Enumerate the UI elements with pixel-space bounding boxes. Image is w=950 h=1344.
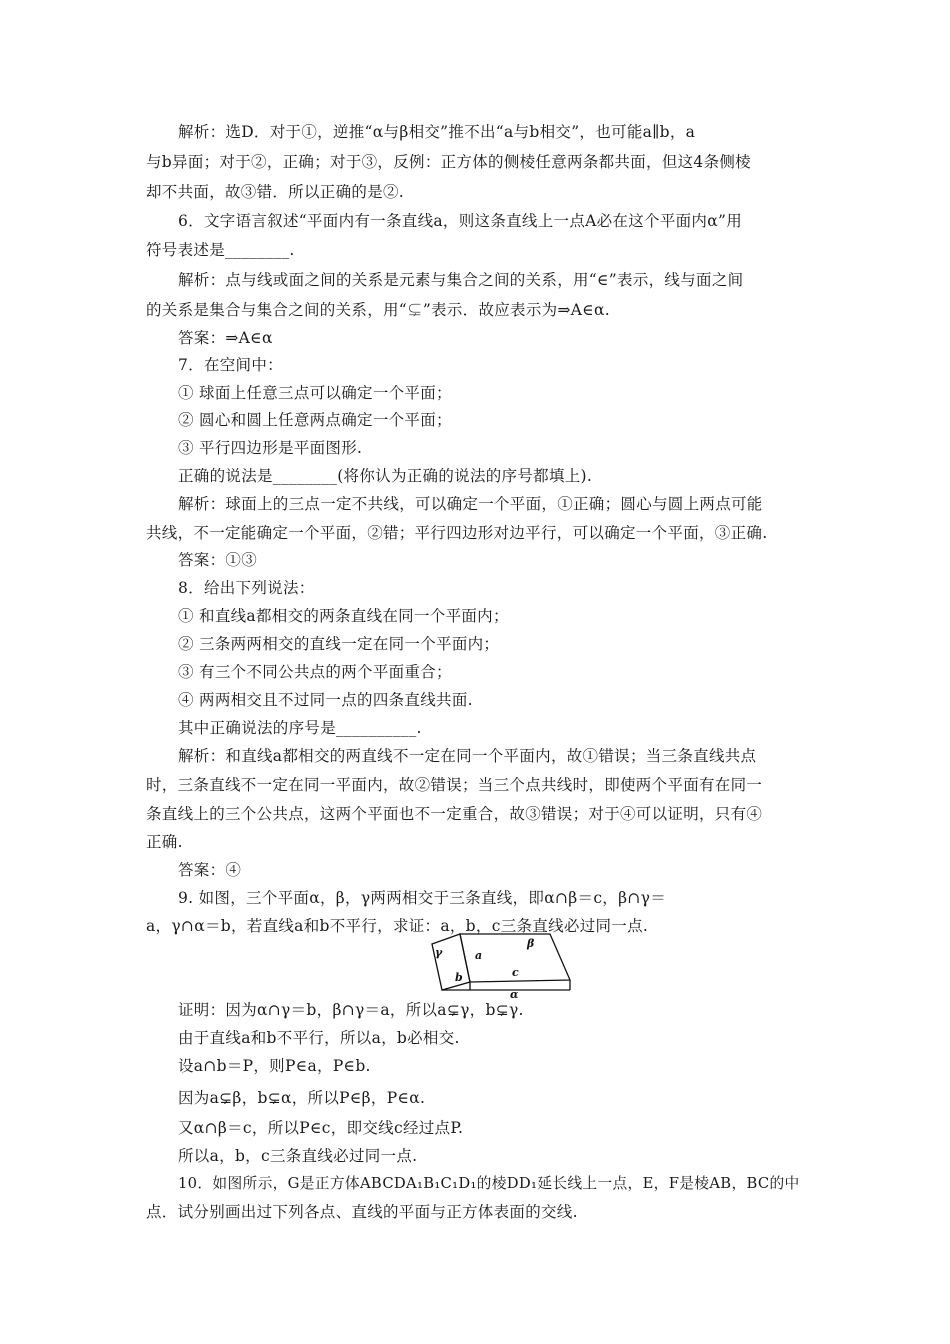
proof-line: 证明：因为α∩γ＝b，β∩γ＝a，所以a⊊γ，b⊊γ. <box>178 1001 524 1019</box>
text-line: 正确. <box>146 833 183 851</box>
list-item: ② 三条两两相交的直线一定在同一个平面内； <box>178 635 500 653</box>
proof-line: 因为a⊊β，b⊊α，所以P∈β，P∈α. <box>178 1089 426 1107</box>
question-8-line: 8．给出下列说法： <box>178 579 315 597</box>
text-line: 时，三条直线不一定在同一平面内，故②错误；当三个点共线时，即使两个平面有在同一 <box>146 776 763 794</box>
text-line: 条直线上的三个公共点，这两个平面也不一定重合，故③错误；对于④可以证明，只有④ <box>146 805 763 823</box>
list-item: ③ 有三个不同公共点的两个平面重合； <box>178 663 452 681</box>
text-line: 解析：球面上的三点一定不共线，可以确定一个平面，①正确；圆心与圆上两点可能 <box>178 495 763 513</box>
label-beta: β <box>527 937 535 950</box>
answer-line: 答案：④ <box>178 861 242 879</box>
text-line: 与b异面；对于②，正确；对于③，反例：正方体的侧棱任意两条都共面，但这4条侧棱 <box>146 153 751 171</box>
label-c: c <box>512 966 519 979</box>
text-line: 却不共面，故③错．所以正确的是②. <box>146 183 405 201</box>
text-line: 解析：选D．对于①，逆推“α与β相交”推不出“a与b相交”，也可能a∥b，a <box>178 123 696 141</box>
proof-line: 由于直线a和b不平行，所以a，b必相交. <box>178 1029 460 1047</box>
text-line: 正确的说法是________(将你认为正确的说法的序号都填上). <box>178 467 593 485</box>
list-item: ① 球面上任意三点可以确定一个平面； <box>178 384 452 402</box>
question-7-line: 7．在空间中： <box>178 356 283 374</box>
list-item: ② 圆心和圆上任意两点确定一个平面； <box>178 411 452 429</box>
label-alpha: α <box>510 988 519 1000</box>
answer-line: 答案：①③ <box>178 551 258 569</box>
list-item: ① 和直线a都相交的两条直线在同一个平面内； <box>178 607 509 625</box>
text-line: 的关系是集合与集合之间的关系，用“⊊”表示．故应表示为⇒A∈α. <box>146 301 610 319</box>
list-item: ③ 平行四边形是平面图形. <box>178 439 363 457</box>
list-item: ④ 两两相交且不过同一点的四条直线共面. <box>178 691 473 709</box>
question-9-line: a，γ∩α＝b，若直线a和b不平行，求证：a，b，c三条直线必过同一点. <box>146 917 649 935</box>
label-gamma: γ <box>435 946 443 959</box>
text-line: 解析：点与线或面之间的关系是元素与集合之间的关系，用“∈”表示，线与面之间 <box>178 271 744 289</box>
question-6-line: 6．文字语言叙述“平面内有一条直线a，则这条直线上一点A必在这个平面内α”用 <box>178 212 743 230</box>
answer-line: 答案：⇒A∈α <box>178 329 273 347</box>
label-a: a <box>475 949 483 962</box>
text-line: 其中正确说法的序号是__________. <box>178 719 422 737</box>
question-10-line: 10．如图所示，G是正方体ABCDA₁B₁C₁D₁的棱DD₁延长线上一点，E，F是棱AB，BC的中 <box>178 1175 800 1192</box>
proof-line: 所以a，b，c三条直线必过同一点. <box>178 1147 418 1165</box>
text-line: 解析：和直线a都相交的两直线不一定在同一个平面内，故①错误；当三条直线共点 <box>178 747 757 765</box>
label-b: b <box>455 971 463 984</box>
proof-line: 设a∩b＝P，则P∈a，P∈b. <box>178 1057 371 1075</box>
text-line: 共线，不一定能确定一个平面，②错；平行四边形对边平行，可以确定一个平面，③正确. <box>146 524 768 542</box>
three-planes-figure <box>420 930 600 1000</box>
question-9-line: 9. 如图，三个平面α，β，γ两两相交于三条直线，即α∩β＝c，β∩γ＝ <box>178 889 667 907</box>
question-10-line: 点．试分别画出过下列各点、直线的平面与正方体表面的交线. <box>146 1203 578 1221</box>
question-6-line: 符号表述是________. <box>146 241 295 259</box>
proof-line: 又α∩β＝c，所以P∈c，即交线c经过点P. <box>178 1119 464 1137</box>
